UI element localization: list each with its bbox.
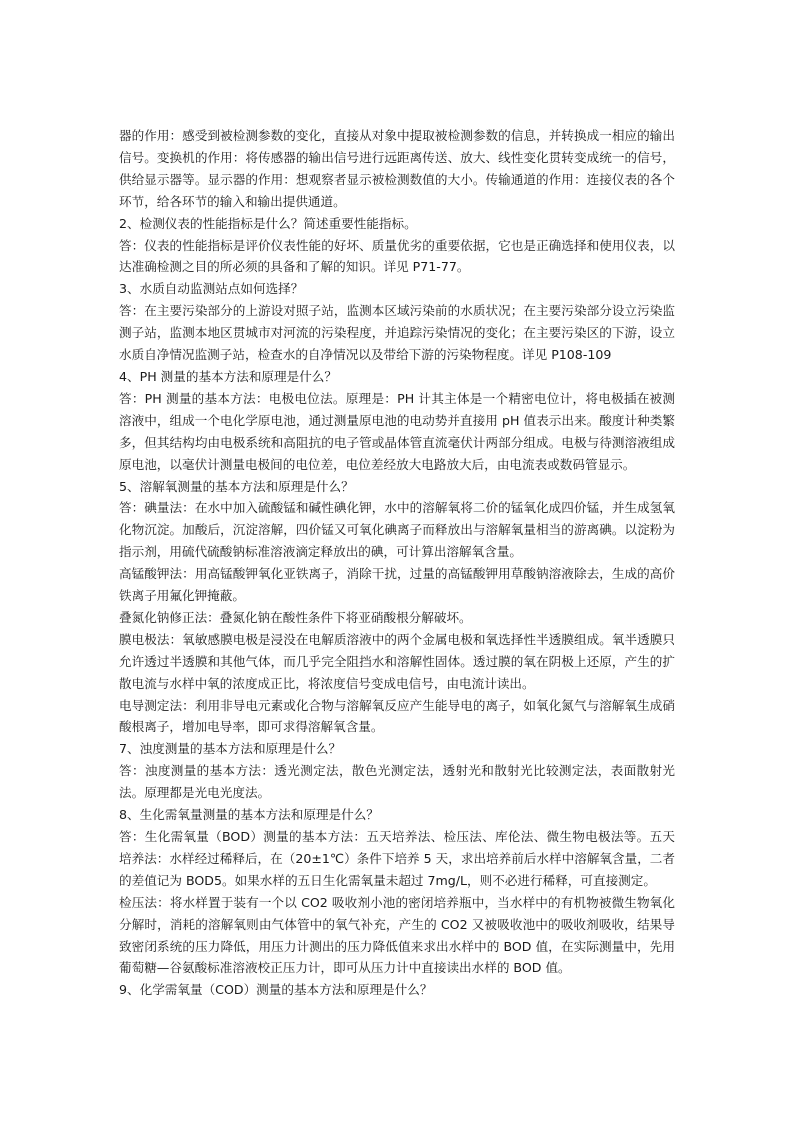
question-2-heading: 2、检测仪表的性能指标是什么？简述重要性能指标。 xyxy=(119,215,417,231)
answer-2: 答：仪表的性能指标是评价仪表性能的好坏、质量优劣的重要依据，它也是正确选择和使用仪表，以达准确检测之目的所必须的具备和了解的知识。详见 P71-77。 xyxy=(119,237,675,275)
answer-7: 答：浊度测量的基本方法：透光测定法，散色光测定法，透射光和散射光比较测定法，表面散射光法。原理都是光电光度法。 xyxy=(119,763,675,801)
answer-5-membrane-electrode: 膜电极法：氧敏感膜电极是浸没在电解质溶液中的两个金属电极和氧选择性半透膜组成。氧半透膜只允许透过半透膜和其他气体，而几乎完全阻挡水和溶解性固体。透过膜的氧在阴极上还原，产生的扩散电流与水样中氧的浓度成正比，将浓度信号变成电信号，由电流计读出。 xyxy=(119,631,675,691)
answer-5-permanganate: 高锰酸钾法：用高锰酸钾氧化亚铁离子，消除干扰，过量的高锰酸钾用草酸钠溶液除去，生成的高价铁离子用氟化钾掩蔽。 xyxy=(119,566,675,604)
answer-8-manometric: 检压法：将水样置于装有一个以 CO2 吸收剂小池的密闭培养瓶中，当水样中的有机物被微生物氧化分解时，消耗的溶解氧则由气体管中的氧气补充，产生的 CO2 又被吸收池中的吸收剂吸收，结果导致密闭系统的压力降低，用压力计测出的压力降低值来求出水样中的 BOD 值，在实际测量中，先用葡萄糖—谷氨酸标准溶液校正压力计，即可从压力计中直接读出水样的 BOD 值。 xyxy=(119,894,675,976)
answer-4: 答：PH 测量的基本方法：电极电位法。原理是：PH 计其主体是一个精密电位计，将电极插在被测溶液中，组成一个电化学原电池，通过测量原电池的电动势并直接用 pH 值表示出来。酸度计种类繁多，但其结构均由电极系统和高阻抗的电子管或晶体管直流毫伏计两部分组成。电极与待测溶液组成原电池，以毫伏计测量电极间的电位差，电位差经放大电路放大后，由电流表或数码管显示。 xyxy=(119,390,675,472)
answer-5-conductometric: 电导测定法：利用非导电元素或化合物与溶解氧反应产生能导电的离子，如氧化氮气与溶解氧生成硝酸根离子，增加电导率，即可求得溶解氧含量。 xyxy=(119,697,675,735)
question-8-heading: 8、生化需氧量测量的基本方法和原理是什么？ xyxy=(119,807,379,823)
question-7-heading: 7、浊度测量的基本方法和原理是什么？ xyxy=(119,741,342,757)
answer-3: 答：在主要污染部分的上游设对照子站，监测本区域污染前的水质状况；在主要污染部分设立污染监测子站，监测本地区贯城市对河流的污染程度，并追踪污染情况的变化；在主要污染区的下游，设立水质自净情况监测子站，检查水的自净情况以及带给下游的污染物程度。详见 P108-109 xyxy=(119,303,675,363)
answer-5-azide: 叠氮化钠修正法：叠氮化钠在酸性条件下将亚硝酸根分解破坏。 xyxy=(119,609,472,625)
question-9-heading: 9、化学需氧量（COD）测量的基本方法和原理是什么？ xyxy=(119,982,433,998)
answer-8-five-day: 答：生化需氧量（BOD）测量的基本方法：五天培养法、检压法、库伦法、微生物电极法等。五天培养法：水样经过稀释后，在（20±1℃）条件下培养 5 天，求出培养前后水样中溶解氧含量，二者的差值记为 BOD5。如果水样的五日生化需氧量未超过 7mg/L，则不必进行稀释，可直接测定。 xyxy=(119,829,675,888)
document-page xyxy=(119,125,675,1001)
paragraph-instrument-functions: 器的作用：感受到被检测参数的变化，直接从对象中提取被检测参数的信息，并转换成一相应的输出信号。变换机的作用：将传感器的输出信号进行远距离传送、放大、线性变化贯转变成统一的信号，供给显示器等。显示器的作用：想观察者显示被检测数值的大小。传输通道的作用：连接仪表的各个环节，给各环节的输入和输出提供通道。 xyxy=(119,128,675,209)
question-5-heading: 5、溶解氧测量的基本方法和原理是什么？ xyxy=(119,478,354,494)
question-3-heading: 3、水质自动监测站点如何选择？ xyxy=(119,281,304,297)
question-4-heading: 4、PH 测量的基本方法和原理是什么？ xyxy=(119,368,337,384)
answer-5-iodometric: 答：碘量法：在水中加入硫酸锰和碱性碘化钾，水中的溶解氧将二价的锰氧化成四价锰，并生成氢氧化物沉淀。加酸后，沉淀溶解，四价锰又可氧化碘离子而释放出与溶解氧量相当的游离碘。以淀粉为指示剂，用硫代硫酸钠标准溶液滴定释放出的碘，可计算出溶解氧含量。 xyxy=(119,500,675,560)
